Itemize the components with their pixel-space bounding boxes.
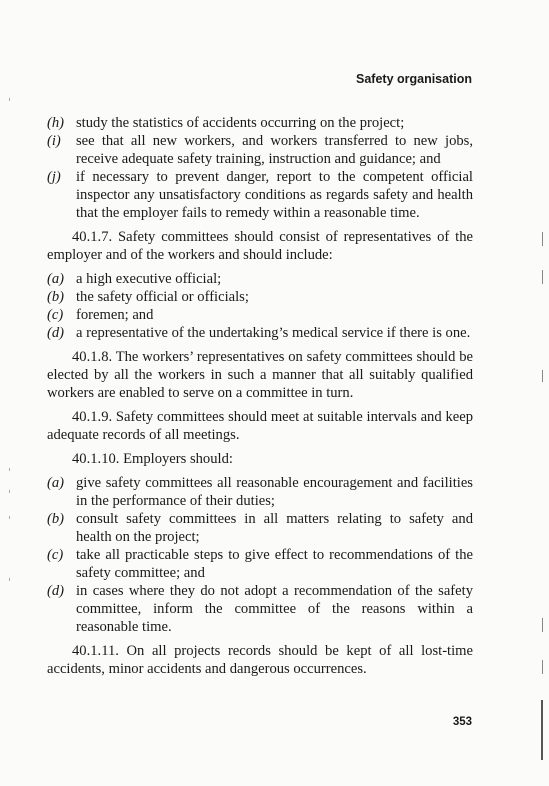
scan-speck [9, 468, 10, 471]
list-item-j [47, 168, 473, 222]
list-item-b [47, 288, 473, 306]
list-item-c [47, 306, 473, 324]
list-text: a high executive official; [76, 271, 222, 287]
scan-edge-mark [542, 660, 543, 674]
list-label: (d) [47, 325, 65, 341]
list-label: (b) [47, 511, 65, 527]
paragraph-40-1-11: 40.1.11. On all projects records should be kept of all lost-time accidents, minor accidents and dangerous occurrences. [47, 643, 473, 677]
list-label: (h) [47, 115, 65, 131]
list-label: (d) [47, 583, 65, 599]
scan-speck [9, 578, 10, 581]
list-text: take all practicable steps to give effect to recommendations of the safety committee; and [76, 547, 473, 581]
list-label: (c) [47, 547, 64, 563]
scan-speck [9, 490, 10, 493]
list-label: (a) [47, 271, 65, 287]
list-label: (a) [47, 475, 65, 491]
list-item-d [47, 324, 473, 342]
list-label: (i) [47, 133, 61, 149]
list-text: in cases where they do not adopt a recommendation of the safety committee, inform the committee of the reasons within a reasonable time. [76, 583, 473, 635]
list-item-c [47, 546, 473, 582]
scan-speck [9, 516, 10, 519]
list-item-i [47, 132, 473, 168]
scan-edge-mark [542, 270, 543, 284]
list-item-h [47, 114, 473, 132]
list-text: the safety official or officials; [76, 289, 249, 305]
list-text: see that all new workers, and workers transferred to new jobs, receive adequate safety training, instruction and guidance; and [76, 133, 473, 167]
list-text: foremen; and [76, 307, 154, 323]
scan-edge-mark [542, 370, 543, 382]
paragraph-40-1-8: 40.1.8. The workers’ representatives on safety committees should be elected by all the workers in such a manner that all suitably qualified workers are enabled to serve on a committee in turn. [47, 349, 473, 401]
list-text: consult safety committees in all matters relating to safety and health on the project; [76, 511, 473, 545]
list-item-a [47, 270, 473, 288]
scan-edge-mark [541, 700, 543, 760]
list-text: give safety committees all reasonable encouragement and facilities in the performance of their duties; [76, 475, 473, 509]
page-body [47, 114, 473, 678]
scan-speck [9, 98, 10, 101]
paragraph-40-1-10: 40.1.10. Employers should: [72, 451, 233, 467]
list-label: (j) [47, 169, 61, 185]
list-label: (b) [47, 289, 65, 305]
list-text: a representative of the undertaking’s medical service if there is one. [76, 325, 471, 341]
list-item-a [47, 474, 473, 510]
scan-edge-mark [542, 618, 543, 632]
list-text: study the statistics of accidents occurring on the project; [76, 115, 405, 131]
scan-edge-mark [542, 232, 543, 246]
paragraph-40-1-7: 40.1.7. Safety committees should consist of representatives of the employer and of the workers and should include: [47, 229, 473, 263]
paragraph-40-1-9: 40.1.9. Safety committees should meet at suitable intervals and keep adequate records of all meetings. [47, 409, 473, 443]
page-number: 353 [452, 716, 472, 728]
list-text: if necessary to prevent danger, report to the competent official inspector any unsatisfactory conditions as regards safety and health that the employer fails to remedy within a reasonable time. [76, 169, 473, 221]
list-item-b [47, 510, 473, 546]
list-item-d [47, 582, 473, 636]
running-header: Safety organisation [356, 72, 472, 86]
list-label: (c) [47, 307, 64, 323]
